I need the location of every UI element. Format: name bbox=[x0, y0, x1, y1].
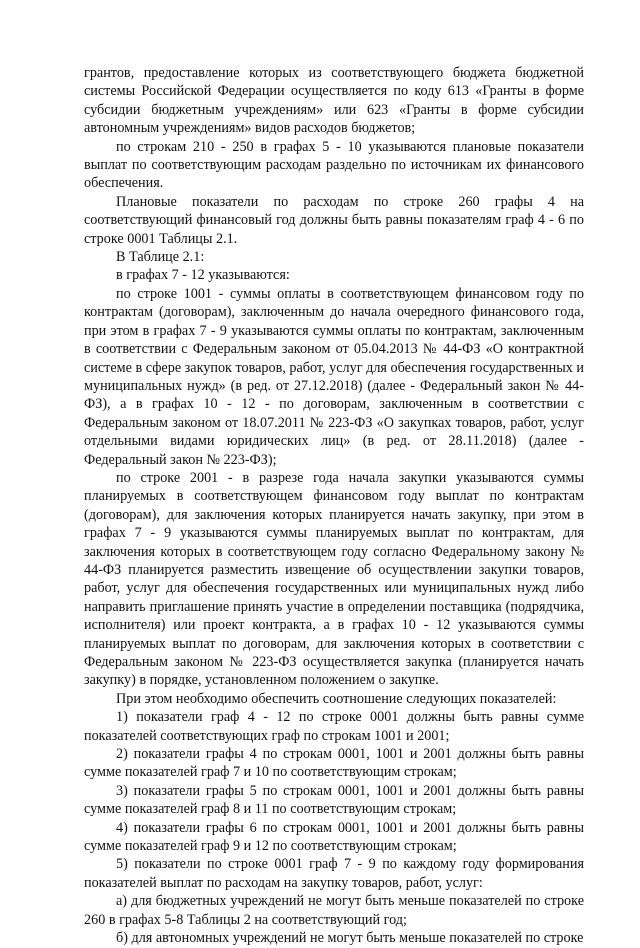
sub-item-b: б) для автономных учреждений не могут быть меньше показателей по строке bbox=[116, 930, 584, 947]
paragraph-line-260: Плановые показатели по расходам по строке 260 графы 4 на соответствующий финансовый год должны быть равны показателям граф 4 - 6 по строке 0001 Таблицы 2.1. bbox=[84, 193, 584, 247]
paragraph-columns-7-12: в графах 7 - 12 указываются: bbox=[116, 267, 290, 284]
paragraph-line-1001: по строке 1001 - суммы оплаты в соответствующем финансовом году по контрактам (договорам), заключенным до начала очередного финансового года, при этом в графах 7 - 9 указываются суммы оплаты по контрактам, заключенным в соответствии с Федеральным законом от 05.04.2013 № 44-ФЗ «О контрактной системе в сфере закупок товаров, работ, услуг для обеспечения государственных и муниципальных нужд» (в ред. от 27.12.2018) (далее - Федеральный закон № 44-ФЗ), а в графах 10 - 12 - по договорам, заключенным в соответствии с Федеральным законом от 18.07.2011 № 223-ФЗ «О закупках товаров, работ, услуг отдельными видами юридических лиц» (в ред. от 28.11.2018) (далее - Федеральный закон № 223-ФЗ); bbox=[84, 285, 584, 468]
paragraph-grants-continuation: грантов, предоставление которых из соответствующего бюджета бюджетной системы Российской Федерации осуществляется по коду 613 «Гранты в форме субсидии бюджетным учреждениям» или 623 «Гранты в форме субсидии автономным учреждениям» видов расходов бюджетов; bbox=[84, 65, 584, 137]
list-item-3: 3) показатели графы 5 по строкам 0001, 1001 и 2001 должны быть равны сумме показателей граф 8 и 11 по соответствующим строкам; bbox=[84, 782, 584, 818]
paragraph-table-2-1-heading: В Таблице 2.1: bbox=[116, 249, 205, 266]
sub-item-a: а) для бюджетных учреждений не могут быть меньше показателей по строке 260 в графах 5-8 Таблицы 2 на соответствующий год; bbox=[84, 893, 584, 928]
paragraph-lines-210-250: по строкам 210 - 250 в графах 5 - 10 указываются плановые показатели выплат по соответствующим расходам раздельно по источникам их финансового обеспечения. bbox=[84, 138, 584, 192]
list-item-1: 1) показатели граф 4 - 12 по строке 0001 должны быть равны сумме показателей соответствующих граф по строкам 1001 и 2001; bbox=[84, 709, 584, 744]
list-item-2: 2) показатели графы 4 по строкам 0001, 1001 и 2001 должны быть равны сумме показателей граф 7 и 10 по соответствующим строкам; bbox=[84, 746, 584, 781]
list-item-4: 4) показатели графы 6 по строкам 0001, 1001 и 2001 должны быть равны сумме показателей граф 9 и 12 по соответствующим строкам; bbox=[84, 819, 584, 855]
document-page bbox=[84, 64, 584, 948]
paragraph-line-2001: по строке 2001 - в разрезе года начала закупки указываются суммы планируемых в соответствующем финансовом году выплат по контрактам (договорам), для заключения которых планируется начать закупку, при этом в графах 7 - 9 указываются суммы планируемых выплат по контрактам, для заключения которых в соответствующем году согласно Федеральному закону № 44-ФЗ планируется разместить извещение об осуществлении закупки товаров, работ, услуг для обеспечения государственных или муниципальных нужд либо направить приглашение принять участие в определении поставщика (подрядчика, исполнителя) или проект контракта, а в графах 10 - 12 указываются суммы планируемых выплат по договорам, для заключения которых в соответствии с Федеральным законом № 223-ФЗ осуществляется закупка (планируется начать закупку) в порядке, установленном положением о закупке. bbox=[84, 469, 584, 689]
paragraph-ratio-intro: При этом необходимо обеспечить соотношение следующих показателей: bbox=[116, 690, 557, 707]
list-item-5: 5) показатели по строке 0001 граф 7 - 9 по каждому году формирования показателей выплат по расходам на закупку товаров, работ, услуг: bbox=[84, 856, 584, 891]
